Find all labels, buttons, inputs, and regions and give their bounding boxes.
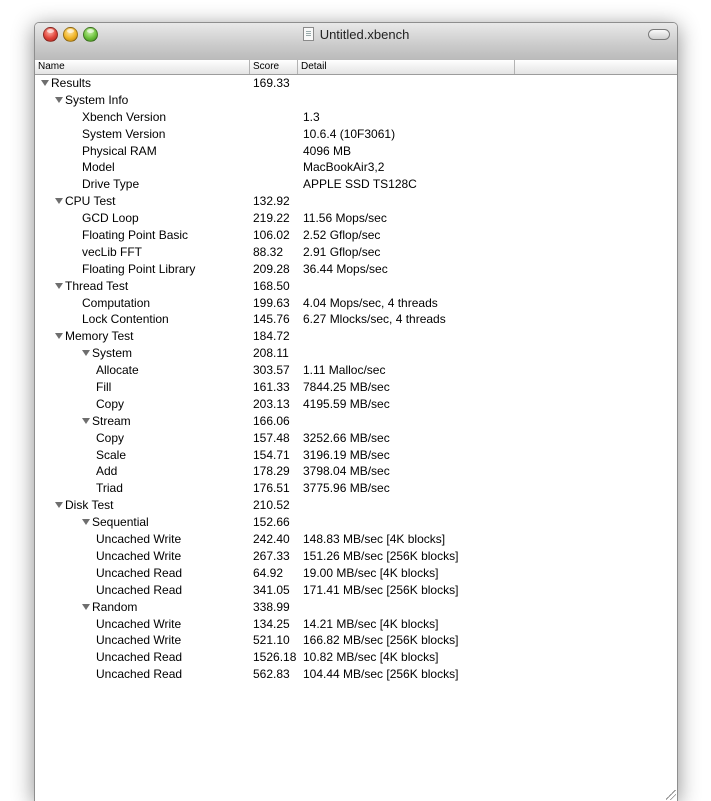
outline-row[interactable] <box>35 430 677 447</box>
row-detail-cell: 10.82 MB/sec [4K blocks] <box>303 650 439 665</box>
row-name-label: Floating Point Library <box>82 261 196 276</box>
row-name-label: Uncached Read <box>96 582 183 597</box>
row-name-label: Results <box>51 76 92 90</box>
disclosure-triangle-icon[interactable] <box>82 418 90 424</box>
row-name-label: Uncached Write <box>96 616 182 631</box>
row-name-cell <box>55 497 113 514</box>
row-name-cell <box>96 616 181 633</box>
row-detail-cell: 4195.59 MB/sec <box>303 396 390 411</box>
disclosure-triangle-icon[interactable] <box>82 519 90 525</box>
row-score-cell: 338.99 <box>253 599 290 614</box>
outline-row[interactable] <box>35 143 677 160</box>
row-detail-cell: 3252.66 MB/sec <box>303 430 390 445</box>
row-name-cell <box>82 345 132 362</box>
outline-row[interactable] <box>35 261 677 278</box>
outline-row[interactable] <box>35 75 677 92</box>
row-score-cell: 157.48 <box>253 430 290 445</box>
row-score-cell: 134.25 <box>253 616 290 631</box>
row-name-label: Computation <box>82 295 151 310</box>
row-detail-cell: 1.11 Malloc/sec <box>303 363 386 378</box>
row-detail-cell: 3798.04 MB/sec <box>303 464 390 479</box>
row-name-cell <box>96 565 182 582</box>
column-header-name[interactable]: Name <box>35 60 250 74</box>
row-name-cell <box>82 311 169 328</box>
row-name-cell <box>96 447 126 464</box>
row-score-cell: 341.05 <box>253 582 290 597</box>
row-name-label: Uncached Read <box>96 667 183 682</box>
row-name-cell <box>96 362 139 379</box>
row-name-label: System Info <box>65 92 129 107</box>
row-score-cell: 267.33 <box>253 548 290 563</box>
row-score-cell: 132.92 <box>253 194 290 209</box>
row-detail-cell: 6.27 Mlocks/sec, 4 threads <box>303 312 446 327</box>
outline-row[interactable] <box>35 109 677 126</box>
row-name-label: Copy <box>96 396 125 411</box>
row-detail-cell: 104.44 MB/sec [256K blocks] <box>303 667 459 682</box>
row-name-cell <box>96 396 124 413</box>
row-name-label: Triad <box>96 481 123 496</box>
row-detail-cell: 2.52 Gflop/sec <box>303 228 381 243</box>
outline-row[interactable] <box>35 649 677 666</box>
outline-row[interactable] <box>35 632 677 649</box>
outline-row[interactable] <box>35 159 677 176</box>
row-name-cell <box>55 328 133 345</box>
outline-row[interactable] <box>35 126 677 143</box>
outline-row[interactable] <box>35 565 677 582</box>
outline-row[interactable] <box>35 328 677 345</box>
row-name-cell <box>82 109 166 126</box>
toolbar-toggle-button[interactable] <box>648 29 670 40</box>
row-name-cell <box>55 92 128 109</box>
row-score-cell: 184.72 <box>253 329 290 344</box>
outline-row[interactable] <box>35 379 677 396</box>
row-score-cell: 176.51 <box>253 481 290 496</box>
row-score-cell: 178.29 <box>253 464 290 479</box>
row-name-cell <box>82 295 150 312</box>
row-detail-cell: 14.21 MB/sec [4K blocks] <box>303 616 439 631</box>
row-name-label: Uncached Write <box>96 633 182 648</box>
outline-row[interactable] <box>35 497 677 514</box>
outline-row[interactable] <box>35 447 677 464</box>
disclosure-triangle-icon[interactable] <box>55 333 63 339</box>
row-name-cell <box>55 278 128 295</box>
row-detail-cell: APPLE SSD TS128C <box>303 177 417 192</box>
row-name-label: Drive Type <box>82 177 140 192</box>
row-name-label: Physical RAM <box>82 143 157 158</box>
row-name-cell <box>96 548 181 565</box>
row-score-cell: 88.32 <box>253 244 284 259</box>
row-score-cell: 168.50 <box>253 278 290 293</box>
row-name-label: Memory Test <box>65 329 134 344</box>
row-detail-cell: 4.04 Mops/sec, 4 threads <box>303 295 438 310</box>
row-detail-cell: 2.91 Gflop/sec <box>303 244 381 259</box>
resize-corner[interactable] <box>665 789 677 801</box>
outline-row[interactable] <box>35 210 677 227</box>
disclosure-triangle-icon[interactable] <box>55 502 63 508</box>
outline-row[interactable] <box>35 548 677 565</box>
row-name-cell <box>82 159 115 176</box>
row-name-cell <box>82 176 139 193</box>
row-score-cell: 303.57 <box>253 363 290 378</box>
row-score-cell: 1526.18 <box>253 650 297 665</box>
row-name-cell <box>82 514 149 531</box>
row-name-label: Floating Point Basic <box>82 228 189 243</box>
row-score-cell: 64.92 <box>253 565 284 580</box>
row-detail-cell: 4096 MB <box>303 143 352 158</box>
row-name-cell <box>96 666 182 683</box>
outline-row[interactable] <box>35 176 677 193</box>
row-name-label: CPU Test <box>65 194 116 209</box>
row-name-label: vecLib FFT <box>82 244 143 259</box>
row-name-cell <box>82 227 188 244</box>
results-outline[interactable] <box>35 75 677 683</box>
row-score-cell: 203.13 <box>253 396 290 411</box>
outline-row[interactable] <box>35 616 677 633</box>
row-name-cell <box>55 193 115 210</box>
row-detail-cell: 3775.96 MB/sec <box>303 481 390 496</box>
row-name-cell <box>96 430 124 447</box>
row-name-cell <box>96 531 181 548</box>
row-detail-cell: 151.26 MB/sec [256K blocks] <box>303 548 459 563</box>
row-name-cell <box>96 632 181 649</box>
row-name-label: Uncached Write <box>96 532 182 547</box>
outline-row[interactable] <box>35 278 677 295</box>
row-score-cell: 208.11 <box>253 346 289 361</box>
row-name-label: Uncached Write <box>96 548 182 563</box>
row-name-label: Stream <box>92 413 131 428</box>
outline-row[interactable] <box>35 599 677 616</box>
disclosure-triangle-icon[interactable] <box>55 97 63 103</box>
row-score-cell: 219.22 <box>253 211 290 226</box>
row-detail-cell: 10.6.4 (10F3061) <box>303 126 396 141</box>
disclosure-triangle-icon[interactable] <box>41 80 49 86</box>
row-score-cell: 199.63 <box>253 295 290 310</box>
row-name-label: Scale <box>96 447 127 462</box>
row-name-cell <box>82 143 157 160</box>
outline-row[interactable] <box>35 362 677 379</box>
outline-row[interactable] <box>35 413 677 430</box>
row-name-cell <box>82 413 131 430</box>
row-name-cell <box>82 126 165 143</box>
window-title-wrap <box>35 26 677 44</box>
row-detail-cell: 19.00 MB/sec [4K blocks] <box>303 565 439 580</box>
row-score-cell: 145.76 <box>253 312 290 327</box>
outline-row[interactable] <box>35 193 677 210</box>
disclosure-triangle-icon[interactable] <box>82 604 90 610</box>
row-detail-cell: 7844.25 MB/sec <box>303 380 390 395</box>
row-score-cell: 106.02 <box>253 228 290 243</box>
outline-row[interactable] <box>35 227 677 244</box>
row-score-cell: 169.33 <box>253 76 290 90</box>
row-name-cell <box>41 75 91 92</box>
title-bar[interactable] <box>35 23 677 61</box>
row-name-cell <box>82 210 139 227</box>
outline-row[interactable] <box>35 244 677 261</box>
outline-row[interactable] <box>35 345 677 362</box>
column-header-detail[interactable]: Detail <box>298 60 515 74</box>
row-name-cell <box>96 463 117 480</box>
outline-row[interactable] <box>35 311 677 328</box>
disclosure-triangle-icon[interactable] <box>82 350 90 356</box>
outline-row[interactable] <box>35 666 677 683</box>
row-name-label: Copy <box>96 430 125 445</box>
row-name-cell <box>96 649 182 666</box>
row-detail-cell: MacBookAir3,2 <box>303 160 385 175</box>
row-detail-cell: 171.41 MB/sec [256K blocks] <box>303 582 459 597</box>
row-name-label: Lock Contention <box>82 312 169 327</box>
row-detail-cell: 148.83 MB/sec [4K blocks] <box>303 532 446 547</box>
row-name-label: GCD Loop <box>82 211 139 226</box>
resize-grip-icon[interactable] <box>666 790 676 800</box>
column-header-score[interactable]: Score <box>250 60 298 74</box>
row-name-label: Model <box>82 160 115 175</box>
row-name-cell <box>82 261 195 278</box>
row-score-cell: 521.10 <box>253 633 290 648</box>
row-name-label: Xbench Version <box>82 109 167 124</box>
outline-row[interactable] <box>35 295 677 312</box>
row-name-label: Uncached Read <box>96 565 183 580</box>
row-detail-cell: 166.82 MB/sec [256K blocks] <box>303 633 459 648</box>
row-name-label: Add <box>96 464 118 479</box>
row-name-label: Thread Test <box>65 278 129 293</box>
row-name-cell <box>82 244 142 261</box>
outline-header <box>35 60 677 75</box>
xbench-window <box>34 22 678 801</box>
row-name-cell <box>96 379 111 396</box>
disclosure-triangle-icon[interactable] <box>55 198 63 204</box>
row-name-label: Fill <box>96 380 112 395</box>
row-name-label: Sequential <box>92 515 149 530</box>
window-title: Untitled.xbench <box>319 27 410 42</box>
row-score-cell: 154.71 <box>253 447 290 462</box>
row-detail-cell: 36.44 Mops/sec <box>303 261 388 276</box>
row-name-cell <box>82 599 137 616</box>
row-detail-cell: 1.3 <box>303 109 320 124</box>
outline-row[interactable] <box>35 463 677 480</box>
document-icon[interactable] <box>303 27 314 41</box>
outline-row[interactable] <box>35 92 677 109</box>
row-score-cell: 210.52 <box>253 498 290 513</box>
column-header-extra[interactable] <box>515 60 677 74</box>
row-score-cell: 161.33 <box>253 380 290 395</box>
row-detail-cell: 3196.19 MB/sec <box>303 447 390 462</box>
row-score-cell: 242.40 <box>253 532 290 547</box>
row-name-cell <box>96 582 182 599</box>
row-name-label: Allocate <box>96 363 139 378</box>
row-score-cell: 152.66 <box>253 515 290 530</box>
row-detail-cell: 11.56 Mops/sec <box>303 211 387 226</box>
outline-row[interactable] <box>35 582 677 599</box>
row-name-label: Random <box>92 599 138 614</box>
outline-row[interactable] <box>35 480 677 497</box>
row-score-cell: 166.06 <box>253 413 290 428</box>
outline-row[interactable] <box>35 396 677 413</box>
row-score-cell: 209.28 <box>253 261 290 276</box>
row-name-label: Uncached Read <box>96 650 183 665</box>
row-name-cell <box>96 480 123 497</box>
outline-row[interactable] <box>35 531 677 548</box>
row-name-label: Disk Test <box>65 498 114 513</box>
row-name-label: System <box>92 346 133 361</box>
disclosure-triangle-icon[interactable] <box>55 283 63 289</box>
row-name-label: System Version <box>82 126 166 141</box>
row-score-cell: 562.83 <box>253 667 290 682</box>
outline-row[interactable] <box>35 514 677 531</box>
